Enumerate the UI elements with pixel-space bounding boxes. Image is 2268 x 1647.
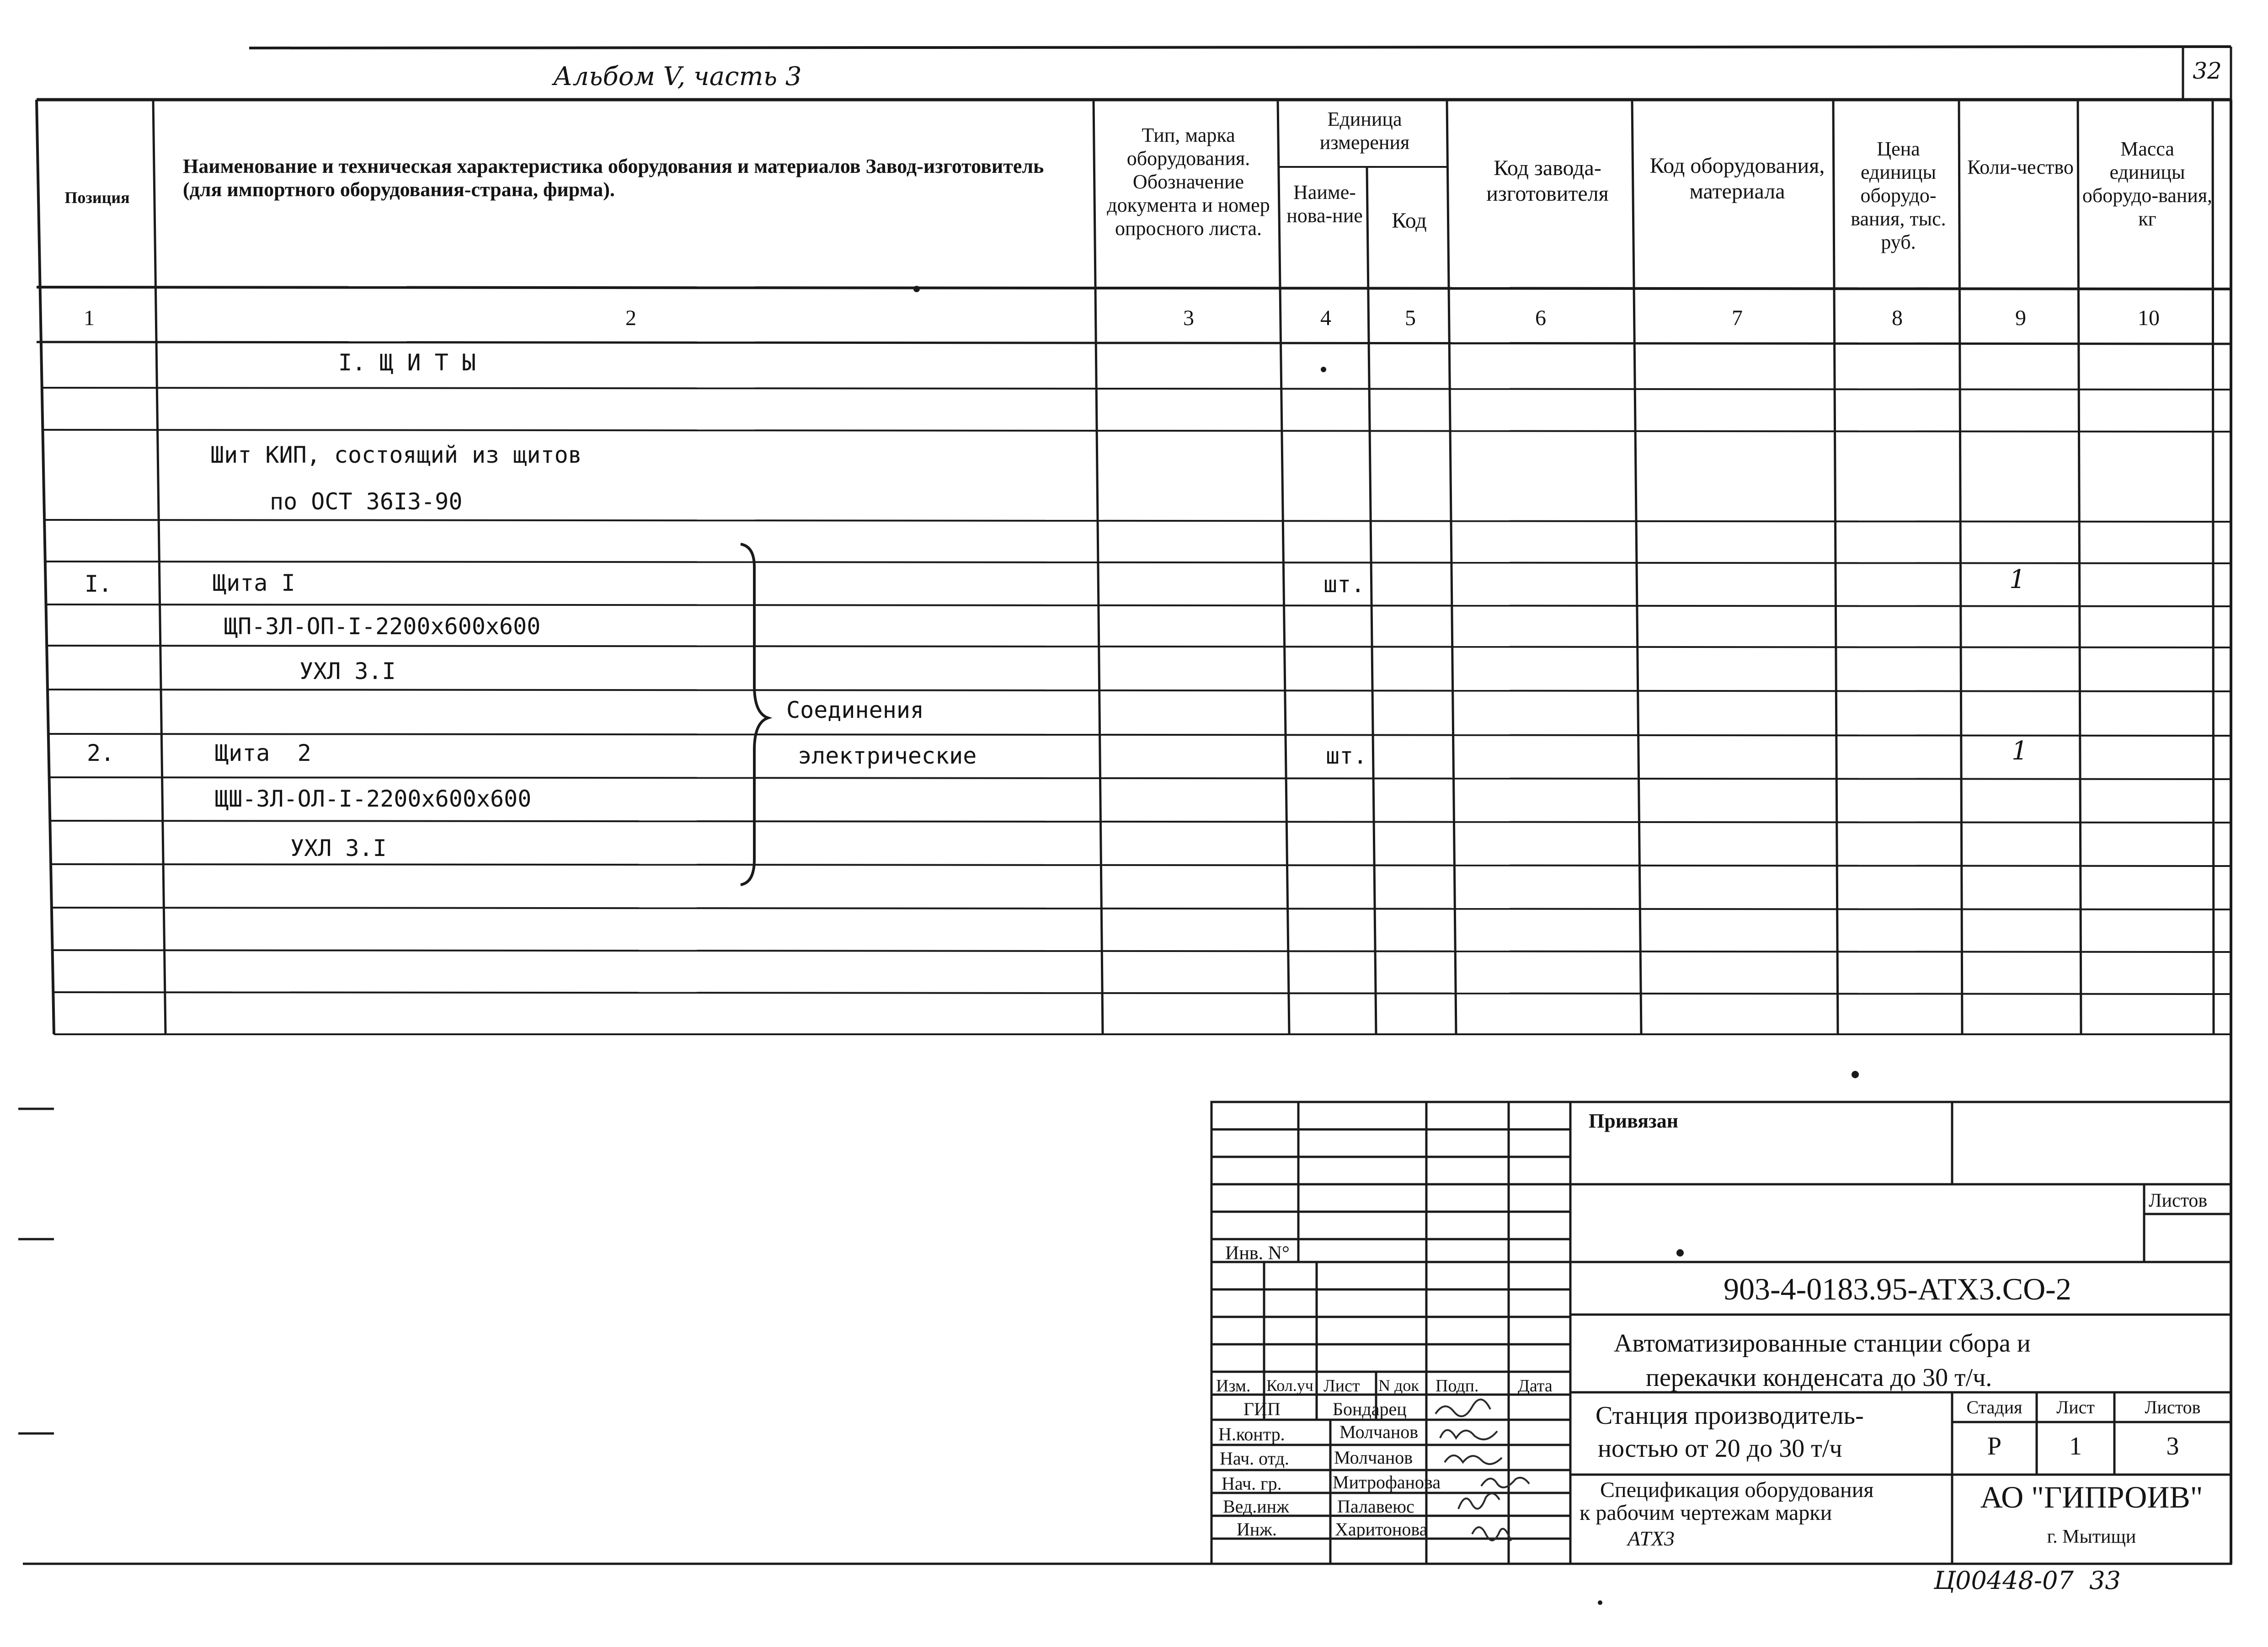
item1-climate: УХЛ 3.I [299,658,396,684]
name-gip: Бондарец [1333,1399,1407,1419]
col-header-quantity: Коли-чество [1967,156,2074,178]
col-number-3: 3 [1183,306,1194,330]
col-number-6: 6 [1535,306,1546,330]
organization-name: АО "ГИПРОИВ" [1980,1480,2203,1514]
item1-position: I. [85,571,112,597]
kip-line-1: Шит КИП, состоящий из щитов [210,442,582,468]
col-header-mass: Масса единицы оборудо-вания, кг [2082,138,2213,230]
col-header-units-group: Единица измерения [1319,108,1410,154]
name-ved-inzh: Палавеюс [1337,1496,1414,1517]
col-header-name: Наименование и техническая характеристика оборудования и материалов Завод-изготовитель (для импортного оборудования-страна, фирма). [183,155,1044,201]
item1-name: Щита I [213,570,295,596]
listov-top-label: Листов [2149,1190,2208,1211]
item1-unit: шт. [1323,571,1365,598]
col-number-1: 1 [84,306,95,330]
role-nkontr: Н.контр. [1218,1424,1285,1444]
role-gip: ГИП [1243,1399,1281,1419]
spec-line-2: к рабочим чертежам марки [1580,1501,1832,1525]
item2-type: ЩШ-3Л-ОЛ-I-2200x600x600 [215,786,532,812]
rev-col-izm: Изм. [1216,1376,1251,1396]
spec-line-3: АТХ3 [1628,1527,1675,1550]
rev-col-data: Дата [1518,1376,1553,1396]
station-line-1: Станция производитель- [1596,1401,1864,1430]
name-nach-otd: Молчанов [1334,1447,1413,1468]
col-header-unit-code: Код [1392,209,1427,233]
organization-city: г. Мытищи [2047,1526,2136,1547]
item1-type: ЩП-3Л-ОП-I-2200x600x600 [224,613,541,640]
col-header-price: Цена единицы оборудо-вания, тыс. руб. [1851,138,1946,254]
stadia-value: Р [1987,1432,2002,1460]
col-number-8: 8 [1892,306,1903,330]
inventory-number-label: Инв. N° [1225,1243,1290,1264]
listov-label: Листов [2145,1397,2201,1417]
list-value: 1 [2069,1432,2082,1460]
item2-position: 2. [87,740,115,766]
kip-line-2: по ОСТ 36I3-90 [270,488,463,515]
col-header-type: Тип, марка оборудования. Обозначение документа и номер опросного листа. [1107,124,1270,240]
rev-col-list: Лист [1323,1376,1360,1396]
role-inzh: Инж. [1237,1519,1277,1540]
section-title: I. Щ И Т Ы [338,349,476,376]
item1-quantity: 1 [2009,565,2026,594]
col-header-equipment-code: Код оборудования, материала [1649,154,1825,203]
name-inzh: Харитонова [1335,1519,1428,1540]
rev-col-podp: Подп. [1436,1376,1479,1396]
rev-col-ndok: N док [1378,1376,1419,1395]
item2-climate: УХЛ 3.I [290,835,387,861]
name-nkontr: Молчанов [1339,1422,1419,1442]
item2-unit: шт. [1326,743,1367,769]
item2-quantity: 1 [2012,736,2028,766]
station-line-2: ностью от 20 до 30 т/ч [1598,1434,1842,1463]
list-label: Лист [2056,1397,2095,1417]
rev-col-koluch: Кол.уч [1266,1376,1313,1395]
role-nach-gr: Нач. гр. [1222,1473,1282,1494]
privyazan-label: Привязан [1589,1110,1679,1132]
col-number-2: 2 [625,306,636,330]
listov-value: 3 [2166,1432,2179,1460]
col-number-9: 9 [2015,306,2026,330]
spec-line-1: Спецификация оборудования [1600,1478,1874,1502]
document-code: 903-4-0183.95-АТХ3.СО-2 [1724,1272,2071,1306]
col-number-10: 10 [2138,306,2160,330]
brace-label-2: электрические [798,743,977,769]
item2-name: Щита 2 [215,740,311,766]
page-number: 32 [2193,58,2222,84]
role-nach-otd: Нач. отд. [1220,1448,1289,1469]
archive-number: Ц00448-07 33 [1934,1566,2121,1595]
stadia-label: Стадия [1966,1397,2023,1417]
col-header-position: Позиция [64,188,130,207]
role-ved-inzh: Вед.инж [1223,1496,1289,1517]
project-title-line-1: Автоматизированные станции сбора и [1614,1329,2031,1358]
project-title-line-2: перекачки конденсата до 30 т/ч. [1646,1364,1992,1392]
col-header-maker-code: Код завода-изготовителя [1486,156,1609,206]
col-header-unit-name: Наиме-нова-ние [1286,181,1363,227]
col-number-7: 7 [1732,306,1743,330]
col-number-4: 4 [1320,306,1331,330]
album-label: Альбом V, часть 3 [553,62,802,91]
name-nach-gr: Митрофанова [1333,1472,1441,1492]
col-number-5: 5 [1405,306,1416,330]
brace-label-1: Соединения [786,697,924,723]
